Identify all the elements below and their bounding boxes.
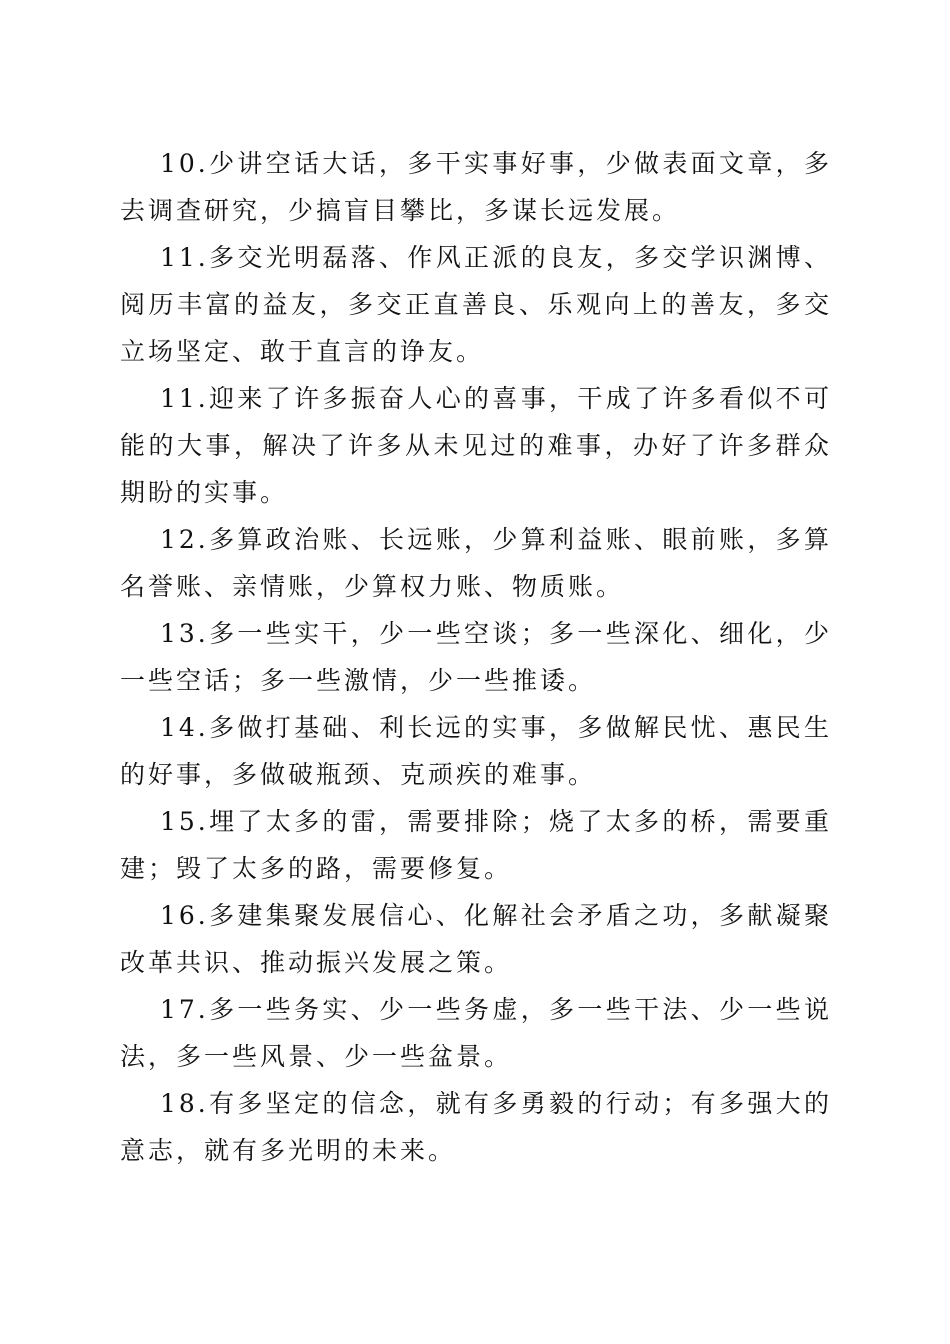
paragraph-10: 10.少讲空话大话，多干实事好事，少做表面文章，多去调查研究，少搞盲目攀比，多谋长远发展。: [120, 149, 832, 225]
paragraph-11-achievements: 11.迎来了许多振奋人心的喜事，干成了许多看似不可能的大事，解决了许多从未见过的难事，办好了许多群众期盼的实事。: [120, 384, 832, 507]
paragraph-14: 14.多做打基础、利长远的实事，多做解民忧、惠民生的好事，多做破瓶颈、克顽疾的难事。: [120, 713, 832, 789]
paragraph-11-friends: 11.多交光明磊落、作风正派的良友，多交学识渊博、阅历丰富的益友，多交正直善良、乐观向上的善友，多交立场坚定、敢于直言的诤友。: [120, 243, 832, 366]
paragraph-13: 13.多一些实干，少一些空谈；多一些深化、细化，少一些空话；多一些激情，少一些推诿。: [120, 619, 832, 695]
document-body: [120, 140, 832, 1174]
paragraph-12: 12.多算政治账、长远账，少算利益账、眼前账，多算名誉账、亲情账，少算权力账、物质账。: [120, 525, 832, 601]
paragraph-17: 17.多一些务实、少一些务虚，多一些干法、少一些说法，多一些风景、少一些盆景。: [120, 995, 832, 1071]
paragraph-16: 16.多建集聚发展信心、化解社会矛盾之功，多献凝聚改革共识、推动振兴发展之策。: [120, 901, 832, 977]
paragraph-18: 18.有多坚定的信念，就有多勇毅的行动；有多强大的意志，就有多光明的未来。: [120, 1089, 832, 1165]
paragraph-15: 15.埋了太多的雷，需要排除；烧了太多的桥，需要重建；毁了太多的路，需要修复。: [120, 807, 832, 883]
